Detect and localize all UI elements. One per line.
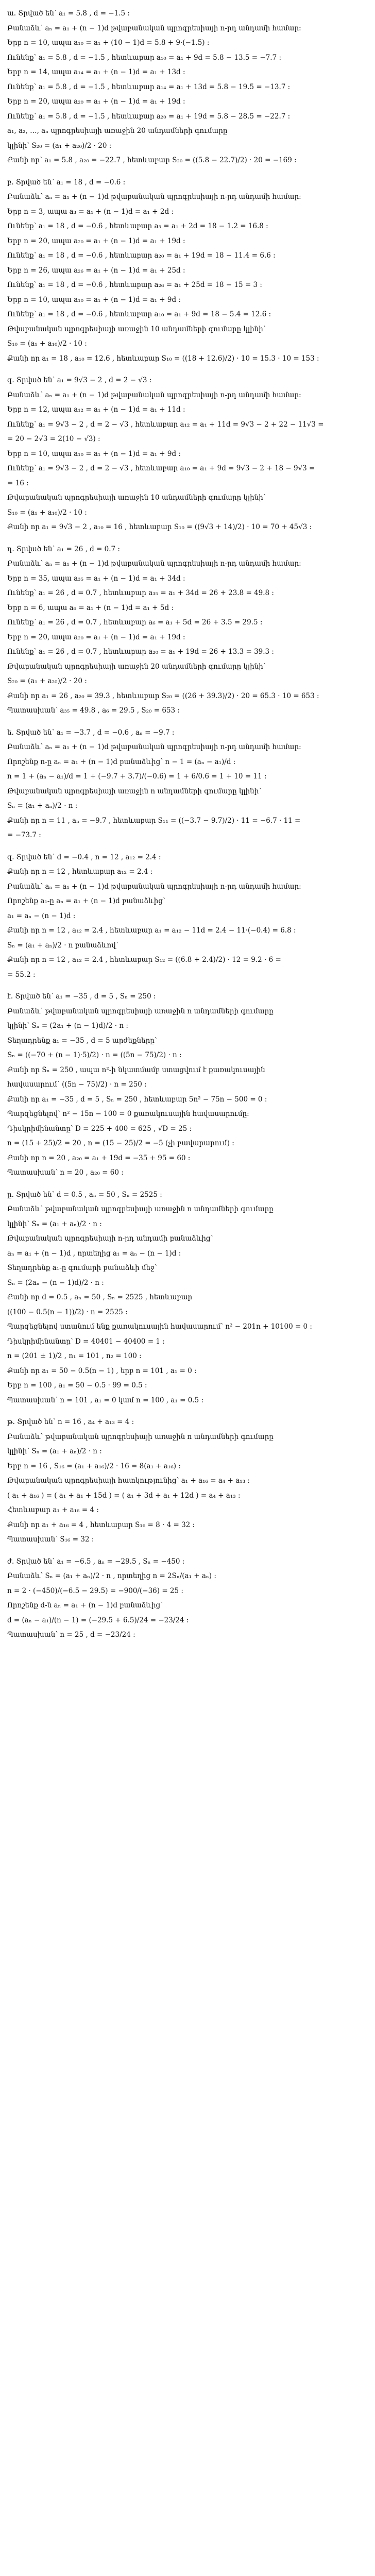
- text-line: Որոշենք a₁-ը aₙ = a₁ + (n − 1)d բանաձևից՝: [7, 897, 165, 905]
- text-line: Հետևաբար a₁ + a₁₆ = 4 ։: [7, 1506, 99, 1514]
- text-line: aₙ = a₁ + (n − 1)d , որտեղից a₁ = aₙ − (n − 1)d ։: [7, 1249, 181, 1258]
- text-line: d = (aₙ − a₁)/(n − 1) = (−29.5 + 6.5)/24 = −23/24 ։: [7, 1616, 189, 1624]
- text-line: Բանաձև՝ թվաբանական պրոգրեսիայի առաջին n անդամների գումարը: [7, 1432, 274, 1441]
- text-line: Sₙ = (2aₙ − (n − 1)d)/2 · n ։: [7, 1278, 104, 1287]
- problem-f: [7, 850, 368, 982]
- text-line: Քանի որ a₁ = −35 , d = 5 , Sₙ = 250 , հետևաբար 5n² − 75n − 500 = 0 ։: [7, 1095, 267, 1104]
- text-line: Պարզեցնելով՝ n² − 15n − 100 = 0 քառակուսային հավասարումը։: [7, 1110, 249, 1118]
- text-line: Երբ n = 20, ապա a₂₀ = a₁ + (n − 1)d = a₁ + 19d ։: [7, 236, 185, 245]
- text-line: Երբ n = 16 , S₁₆ = (a₁ + a₁₆)/2 · 16 = 8(a₁ + a₁₆) ։: [7, 1462, 181, 1470]
- text-line: Ունենք՝ a₁ = 18 , d = −0.6 , հետևաբար a₂₆ = a₁ + 25d = 18 − 15 = 3 ։: [7, 281, 262, 289]
- text-line: Քանի որ Sₙ = 250 , ապա n²-ի նկատմամբ ստացվում է քառակուսային: [7, 1065, 265, 1074]
- text-line: n = 1 + (aₙ − a₁)/d = 1 + (−9.7 + 3.7)/(−0.6) = 1 + 6/0.6 = 1 + 10 = 11 ։: [7, 772, 267, 781]
- text-line: Երբ n = 6, ապա a₆ = a₁ + (n − 1)d = a₁ + 5d ։: [7, 603, 174, 612]
- text-line: Քանի որ n = 11 , aₙ = −9.7 , հետևաբար S₁₁ = ((−3.7 − 9.7)/2) · 11 = −6.7 · 11 =: [7, 816, 301, 825]
- text-line: Բանաձև՝ aₙ = a₁ + (n − 1)d թվաբանական պրոգրեսիայի n-րդ անդամի համար։: [7, 193, 301, 201]
- problem-h: [7, 1188, 368, 1408]
- text-line: Ունենք՝ a₁ = 26 , d = 0.7 , հետևաբար a₆ = a₁ + 5d = 26 + 3.5 = 29.5 ։: [7, 618, 263, 626]
- text-line: Երբ n = 12, ապա a₁₂ = a₁ + (n − 1)d = a₁ + 11d ։: [7, 405, 185, 414]
- text-line: կլինի՝ Sₙ = (a₁ + aₙ)/2 · n ։: [7, 1219, 102, 1228]
- text-line: կլինի՝ S₂₀ = (a₁ + a₂₀)/2 · 20 ։: [7, 141, 112, 150]
- text-line: թ. Տրված են՝ n = 16 , a₄ + a₁₃ = 4 ։: [7, 1418, 134, 1426]
- text-line: է. Տրված են՝ a₁ = −35 , d = 5 , Sₙ = 250 ։: [7, 992, 156, 1001]
- text-line: Երբ n = 10, ապա a₁₀ = a₁ + (n − 1)d = a₁ + 9d ։: [7, 449, 181, 458]
- text-line: հավասարում՝ ((5n − 75)/2) · n = 250 ։: [7, 1080, 147, 1089]
- text-line: Որոշենք d-ն aₙ = a₁ + (n − 1)d բանաձևից՝: [7, 1601, 163, 1609]
- text-line: Բանաձև՝ թվաբանական պրոգրեսիայի առաջին n անդամների գումարը: [7, 1007, 274, 1015]
- text-line: Պատասխան՝ n = 101 , a₁ = 0 կամ n = 100 , a₁ = 0.5 ։: [7, 1396, 204, 1404]
- text-line: Ունենք՝ a₁ = 9√3 − 2 , d = 2 − √3 , հետևաբար a₁₀ = a₁ + 9d = 9√3 − 2 + 18 − 9√3 =: [7, 464, 315, 472]
- text-line: ( a₁ + a₁₆ ) = ( a₁ + a₁ + 15d ) = ( a₁ + 3d + a₁ + 12d ) = a₄ + a₁₃ ։: [7, 1491, 241, 1500]
- text-line: Ունենք՝ a₁ = 18 , d = −0.6 , հետևաբար a₃ = a₁ + 2d = 18 − 1.2 = 16.8 ։: [7, 222, 268, 230]
- text-line: դ. Տրված են՝ a₁ = 26 , d = 0.7 ։: [7, 545, 120, 553]
- text-line: ժ. Տրված են՝ a₁ = −6.5 , aₙ = −29.5 , Sₙ = −450 ։: [7, 1557, 185, 1566]
- text-line: Քանի որ n = 12 , a₁₂ = 2.4 , հետևաբար a₁ = a₁₂ − 11d = 2.4 − 11·(−0.4) = 6.8 ։: [7, 926, 296, 935]
- text-line: = 55.2 ։: [7, 970, 36, 979]
- text-line: Բանաձև՝ թվաբանական պրոգրեսիայի առաջին n անդամների գումարը: [7, 1205, 274, 1213]
- text-line: Ունենք՝ a₁ = 18 , d = −0.6 , հետևաբար a₁₀ = a₁ + 9d = 18 − 5.4 = 12.6 ։: [7, 310, 271, 318]
- text-line: S₁₀ = (a₁ + a₁₀)/2 · 10 ։: [7, 508, 87, 517]
- text-line: Երբ n = 20, ապա a₂₀ = a₁ + (n − 1)d = a₁ + 19d ։: [7, 633, 185, 641]
- problem-e: [7, 725, 368, 843]
- text-line: Ունենք՝ a₁ = 5.8 , d = −1.5 , հետևաբար a₁₄ = a₁ + 13d = 5.8 − 19.5 = −13.7 ։: [7, 82, 291, 91]
- text-line: Ունենք՝ a₁ = 5.8 , d = −1.5 , հետևաբար a₂₀ = a₁ + 19d = 5.8 − 28.5 = −22.7 ։: [7, 112, 291, 121]
- text-line: Քանի որ n = 12 , a₁₂ = 2.4 , հետևաբար S₁₂ = ((6.8 + 2.4)/2) · 12 = 9.2 · 6 =: [7, 956, 281, 964]
- text-line: Քանի որ a₁ = 9√3 − 2 , a₁₀ = 16 , հետևաբար S₁₀ = ((9√3 + 14)/2) · 10 = 70 + 45√3 ։: [7, 523, 312, 531]
- text-line: Քանի որ n = 12 , հետևաբար a₁₂ = 2.4 ։: [7, 868, 153, 876]
- problem-c: [7, 373, 368, 535]
- text-line: Երբ n = 10, ապա a₁₀ = a₁ + (n − 1)d = a₁ + 9d ։: [7, 295, 181, 304]
- text-line: a₁, a₂, …, aₙ պրոգրեսիայի առաջին 20 անդամների գումարը: [7, 127, 228, 135]
- text-line: Պարզեցնելով ստանում ենք քառակուսային հավասարում՝ n² − 201n + 10100 = 0 ։: [7, 1323, 313, 1331]
- text-line: զ. Տրված են՝ d = −0.4 , n = 12 , a₁₂ = 2.4 ։: [7, 853, 161, 861]
- text-line: a₁ = aₙ − (n − 1)d ։: [7, 911, 76, 920]
- text-line: Բանաձև՝ Sₙ = (a₁ + aₙ)/2 · n , որտեղից n = 2Sₙ/(a₁ + aₙ) ։: [7, 1572, 216, 1580]
- text-line: Բանաձև՝ aₙ = a₁ + (n − 1)d թվաբանական պրոգրեսիայի n-րդ անդամի համար։: [7, 391, 301, 399]
- text-line: ((100 − 0.5(n − 1))/2) · n = 2525 ։: [7, 1308, 128, 1316]
- text-line: Բանաձև՝ aₙ = a₁ + (n − 1)d թվաբանական պրոգրեսիայի n-րդ անդամի համար։: [7, 882, 301, 891]
- text-line: Բանաձև՝ aₙ = a₁ + (n − 1)d թվաբանական պրոգրեսիայի n-րդ անդամի համար։: [7, 24, 301, 32]
- text-line: Պատասխան՝ S₁₆ = 32 ։: [7, 1535, 94, 1544]
- problem-g: [7, 989, 368, 1180]
- text-line: Երբ n = 14, ապա a₁₄ = a₁ + (n − 1)d = a₁ + 13d ։: [7, 68, 185, 76]
- text-line: Թվաբանական պրոգրեսիայի առաջին 20 անդամների գումարը կլինի՝: [7, 662, 266, 671]
- text-line: Ունենք՝ a₁ = 18 , d = −0.6 , հետևաբար a₂₀ = a₁ + 19d = 18 − 11.4 = 6.6 ։: [7, 251, 276, 260]
- text-line: Թվաբանական պրոգրեսիայի հատկությունից՝ a₁ + a₁₆ = a₄ + a₁₃ ։: [7, 1477, 250, 1485]
- text-line: կլինի՝ Sₙ = (a₁ + aₙ)/2 · n ։: [7, 1447, 102, 1455]
- text-line: S₂₀ = (a₁ + a₂₀)/2 · 20 ։: [7, 677, 87, 685]
- problem-a: [7, 6, 368, 168]
- text-line: Քանի որ n = 20 , a₂₀ = a₁ + 19d = −35 + 95 = 60 ։: [7, 1154, 191, 1162]
- text-line: Երբ n = 10, ապա a₁₀ = a₁ + (10 − 1)d = 5.8 + 9·(−1.5) ։: [7, 39, 210, 47]
- text-line: Երբ n = 3, ապա a₃ = a₁ + (n − 1)d = a₁ + 2d ։: [7, 207, 174, 216]
- text-line: = 16 ։: [7, 479, 29, 487]
- text-line: Քանի որ a₁ = 50 − 0.5(n − 1) , երբ n = 101 , a₁ = 0 ։: [7, 1366, 197, 1375]
- text-line: Տեղադրենք a₁ = −35 , d = 5 արժեքները՝: [7, 1036, 157, 1045]
- text-line: Քանի որ a₁ = 18 , a₁₀ = 12.6 , հետևաբար S₁₀ = ((18 + 12.6)/2) · 10 = 15.3 · 10 = 153 ։: [7, 354, 319, 363]
- text-line: Քանի որ a₁ + a₁₆ = 4 , հետևաբար S₁₆ = 8 · 4 = 32 ։: [7, 1520, 195, 1529]
- text-line: Պատասխան՝ n = 20 , a₂₀ = 60 ։: [7, 1168, 124, 1177]
- problem-i: [7, 1415, 368, 1547]
- text-line: Sₙ = (a₁ + aₙ)/2 · n բանաձևով՝: [7, 941, 118, 950]
- text-line: Բանաձև՝ aₙ = a₁ + (n − 1)d թվաբանական պրոգրեսիայի n-րդ անդամի համար։: [7, 743, 301, 751]
- text-line: Դիսկրիմինանտը՝ D = 225 + 400 = 625 , √D = 25 ։: [7, 1124, 192, 1133]
- text-line: Ունենք՝ a₁ = 5.8 , d = −1.5 , հետևաբար a₁₀ = a₁ + 9d = 5.8 − 13.5 = −7.7 ։: [7, 53, 282, 62]
- problem-b: [7, 175, 368, 366]
- text-line: Քանի որ՝ a₁ = 5.8 , a₂₀ = −22.7 , հետևաբար S₂₀ = ((5.8 − 22.7)/2) · 20 = −169 ։: [7, 156, 297, 164]
- text-line: Քանի որ a₁ = 26 , a₂₀ = 39.3 , հետևաբար S₂₀ = ((26 + 39.3)/2) · 20 = 65.3 · 10 = 653 ։: [7, 691, 319, 700]
- text-line: գ. Տրված են՝ a₁ = 9√3 − 2 , d = 2 − √3 ։: [7, 376, 152, 384]
- text-line: Տեղադրենք a₁-ը գումարի բանաձևի մեջ՝: [7, 1264, 157, 1272]
- text-line: Sₙ = (a₁ + aₙ)/2 · n ։: [7, 802, 78, 810]
- text-line: ա. Տրված են՝ a₁ = 5.8 , d = −1.5 ։: [7, 9, 130, 18]
- text-line: n = (15 + 25)/2 = 20 , n = (15 − 25)/2 = −5 (չի բավարարում) ։: [7, 1139, 234, 1147]
- text-line: Պատասխան՝ a₃₅ = 49.8 , a₆ = 29.5 , S₂₀ = 653 ։: [7, 706, 180, 715]
- text-line: Sₙ = ((−70 + (n − 1)·5)/2) · n = ((5n − 75)/2) · n ։: [7, 1051, 182, 1059]
- text-line: Երբ n = 20, ապա a₂₀ = a₁ + (n − 1)d = a₁ + 19d ։: [7, 97, 185, 106]
- text-line: Թվաբանական պրոգրեսիայի n-րդ անդամի բանաձևից՝: [7, 1234, 213, 1243]
- text-line: Երբ n = 35, ապա a₃₅ = a₁ + (n − 1)d = a₁ + 34d ։: [7, 574, 185, 583]
- text-line: Երբ n = 26, ապա a₂₆ = a₁ + (n − 1)d = a₁ + 25d ։: [7, 266, 185, 275]
- text-line: Թվաբանական պրոգրեսիայի առաջին 10 անդամների գումարը կլինի՝: [7, 494, 266, 502]
- text-line: Բանաձև՝ aₙ = a₁ + (n − 1)d թվաբանական պրոգրեսիայի n-րդ անդամի համար։: [7, 560, 301, 568]
- text-line: Ունենք՝ a₁ = 9√3 − 2 , d = 2 − √3 , հետևաբար a₁₂ = a₁ + 11d = 9√3 − 2 + 22 − 11√3 =: [7, 420, 324, 429]
- text-line: Թվաբանական պրոգրեսիայի առաջին n անդամների գումարը կլինի՝: [7, 787, 262, 795]
- text-line: Դիսկրիմինանտը՝ D = 40401 − 40400 = 1 ։: [7, 1337, 165, 1346]
- problem-j: [7, 1554, 368, 1642]
- text-line: Որոշենք n-ը aₙ = a₁ + (n − 1)d բանաձևից՝ n − 1 = (aₙ − a₁)/d ։: [7, 757, 236, 766]
- text-line: կլինի՝ Sₙ = (2a₁ + (n − 1)d)/2 · n ։: [7, 1022, 128, 1030]
- text-line: Պատասխան՝ n = 25 , d = −23/24 ։: [7, 1631, 135, 1639]
- text-line: բ. Տրված են՝ a₁ = 18 , d = −0.6 ։: [7, 178, 126, 187]
- text-line: n = (201 ± 1)/2 , n₁ = 101 , n₂ = 100 ։: [7, 1352, 142, 1360]
- problem-d: [7, 542, 368, 718]
- text-line: = 20 − 2√3 = 2(10 − √3) ։: [7, 435, 100, 443]
- text-line: n = 2 · (−450)/(−6.5 − 29.5) = −900/(−36) = 25 ։: [7, 1586, 183, 1595]
- text-line: ը. Տրված են՝ d = 0.5 , aₙ = 50 , Sₙ = 2525 ։: [7, 1190, 162, 1199]
- text-line: = −73.7 ։: [7, 831, 41, 839]
- text-line: Քանի որ d = 0.5 , aₙ = 50 , Sₙ = 2525 , հետևաբար: [7, 1293, 193, 1301]
- text-line: Ունենք՝ a₁ = 26 , d = 0.7 , հետևաբար a₃₅ = a₁ + 34d = 26 + 23.8 = 49.8 ։: [7, 589, 275, 597]
- text-line: Ունենք՝ a₁ = 26 , d = 0.7 , հետևաբար a₂₀ = a₁ + 19d = 26 + 13.3 = 39.3 ։: [7, 648, 275, 656]
- text-line: ե. Տրված են՝ a₁ = −3.7 , d = −0.6 , aₙ = −9.7 ։: [7, 728, 175, 737]
- text-line: S₁₀ = (a₁ + a₁₀)/2 · 10 ։: [7, 340, 87, 348]
- text-line: Թվաբանական պրոգրեսիայի առաջին 10 անդամների գումարը կլինի՝: [7, 325, 266, 333]
- text-line: Երբ n = 100 , a₁ = 50 − 0.5 · 99 = 0.5 ։: [7, 1381, 147, 1389]
